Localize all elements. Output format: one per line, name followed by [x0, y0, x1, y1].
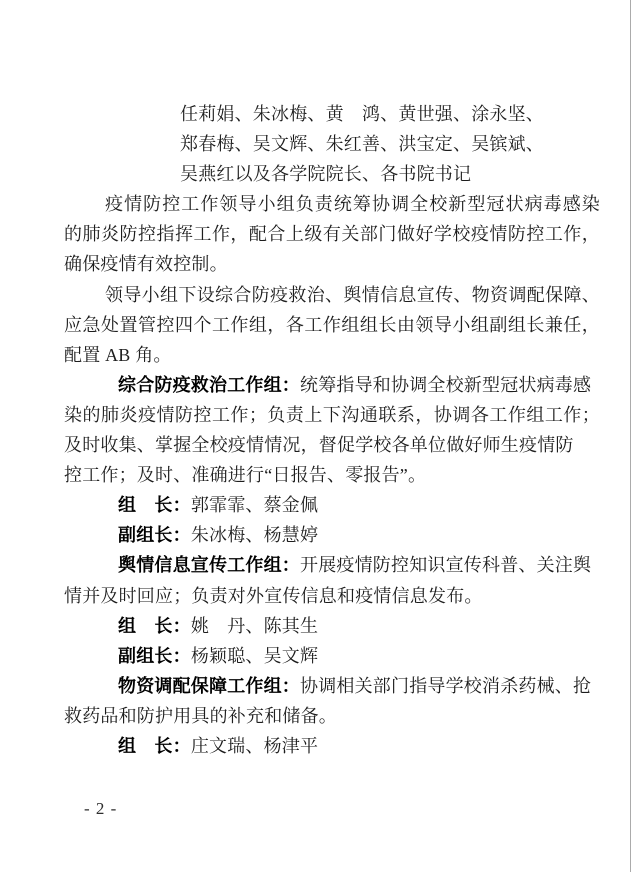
line-text: 郭霏霏、蔡金佩: [190, 495, 319, 516]
document-body: [64, 99, 600, 761]
line-text: 郑春梅、吴文辉、朱红善、洪宝定、吴镔斌、: [180, 134, 544, 155]
line-text: 统筹指导和协调全校新型冠状病毒感: [300, 374, 592, 395]
line-text: 协调相关部门指导学校消杀药械、抢: [300, 675, 592, 696]
line-text: 杨颖聪、吴文辉: [190, 645, 319, 666]
role-line-deputy-leader: [64, 641, 600, 671]
line-text: 及时收集、掌握全校疫情情况，督促学校各单位做好师生疫情防: [64, 435, 574, 456]
page-edge-line: [630, 0, 631, 872]
bold-lead: 组 长：: [118, 735, 191, 756]
paragraph-line: [64, 280, 600, 310]
role-line-deputy-leader: [64, 520, 600, 550]
line-text: 姚 丹、陈其生: [190, 615, 319, 636]
line-text: 控工作；及时、准确进行“日报告、零报告”。: [64, 465, 427, 486]
line-text: 救药品和防护用具的补充和储备。: [64, 705, 337, 726]
name-list-line: [180, 99, 600, 129]
section-heading-line-publicity-group: [64, 550, 600, 580]
bold-lead: 副组长：: [118, 645, 191, 666]
bold-lead: 物资调配保障工作组：: [118, 675, 300, 696]
line-text: 领导小组下设综合防疫救治、舆情信息宣传、物资调配保障、: [105, 284, 600, 305]
role-line-leader: [64, 490, 600, 520]
paragraph-line: [64, 219, 600, 249]
bold-lead: 组 长：: [118, 615, 191, 636]
line-text: 疫情防控工作领导小组负责统筹协调全校新型冠状病毒感染: [105, 194, 600, 215]
paragraph-line: [64, 340, 600, 370]
line-text: 染的肺炎疫情防控工作；负责上下沟通联系，协调各工作组工作；: [64, 404, 600, 425]
role-line-leader: [64, 611, 600, 641]
line-text: 任莉娟、朱冰梅、黄 鸿、黄世强、涂永坚、: [180, 104, 544, 124]
role-line-leader: [64, 731, 600, 761]
line-text: 开展疫情防控知识宣传科普、关注舆: [300, 555, 592, 576]
paragraph-line: [64, 310, 600, 340]
section-heading-line-supplies-group: [64, 671, 600, 701]
paragraph-line: [64, 701, 600, 731]
line-text: 的肺炎防控指挥工作，配合上级有关部门做好学校疫情防控工作，: [64, 224, 600, 245]
footer-page-number: - 2 -: [84, 799, 118, 818]
bold-lead: 副组长：: [118, 525, 191, 546]
line-text: 配置 AB 角。: [64, 344, 172, 365]
line-text: 庄文瑞、杨津平: [190, 735, 319, 756]
paragraph-line: [64, 249, 600, 279]
bold-lead: 组 长：: [118, 495, 191, 516]
name-list-line: [180, 159, 600, 189]
paragraph-line: [64, 400, 600, 430]
paragraph-line: [64, 581, 600, 611]
section-heading-line-comprehensive-group: [64, 370, 600, 400]
paragraph-line: [64, 189, 600, 219]
paragraph-line: [64, 430, 600, 460]
bold-lead: 综合防疫救治工作组：: [118, 374, 300, 395]
bold-lead: 舆情信息宣传工作组：: [118, 555, 300, 576]
paragraph-line: [64, 460, 600, 490]
line-text: 应急处置管控四个工作组，各工作组组长由领导小组副组长兼任，: [64, 314, 600, 335]
line-text: 确保疫情有效控制。: [64, 254, 228, 275]
line-text: 朱冰梅、杨慧婷: [190, 525, 319, 546]
name-list-line: [180, 129, 600, 159]
line-text: 吴燕红以及各学院院长、各书院书记: [180, 164, 472, 185]
line-text: 情并及时回应；负责对外宣传信息和疫情信息发布。: [64, 585, 483, 606]
